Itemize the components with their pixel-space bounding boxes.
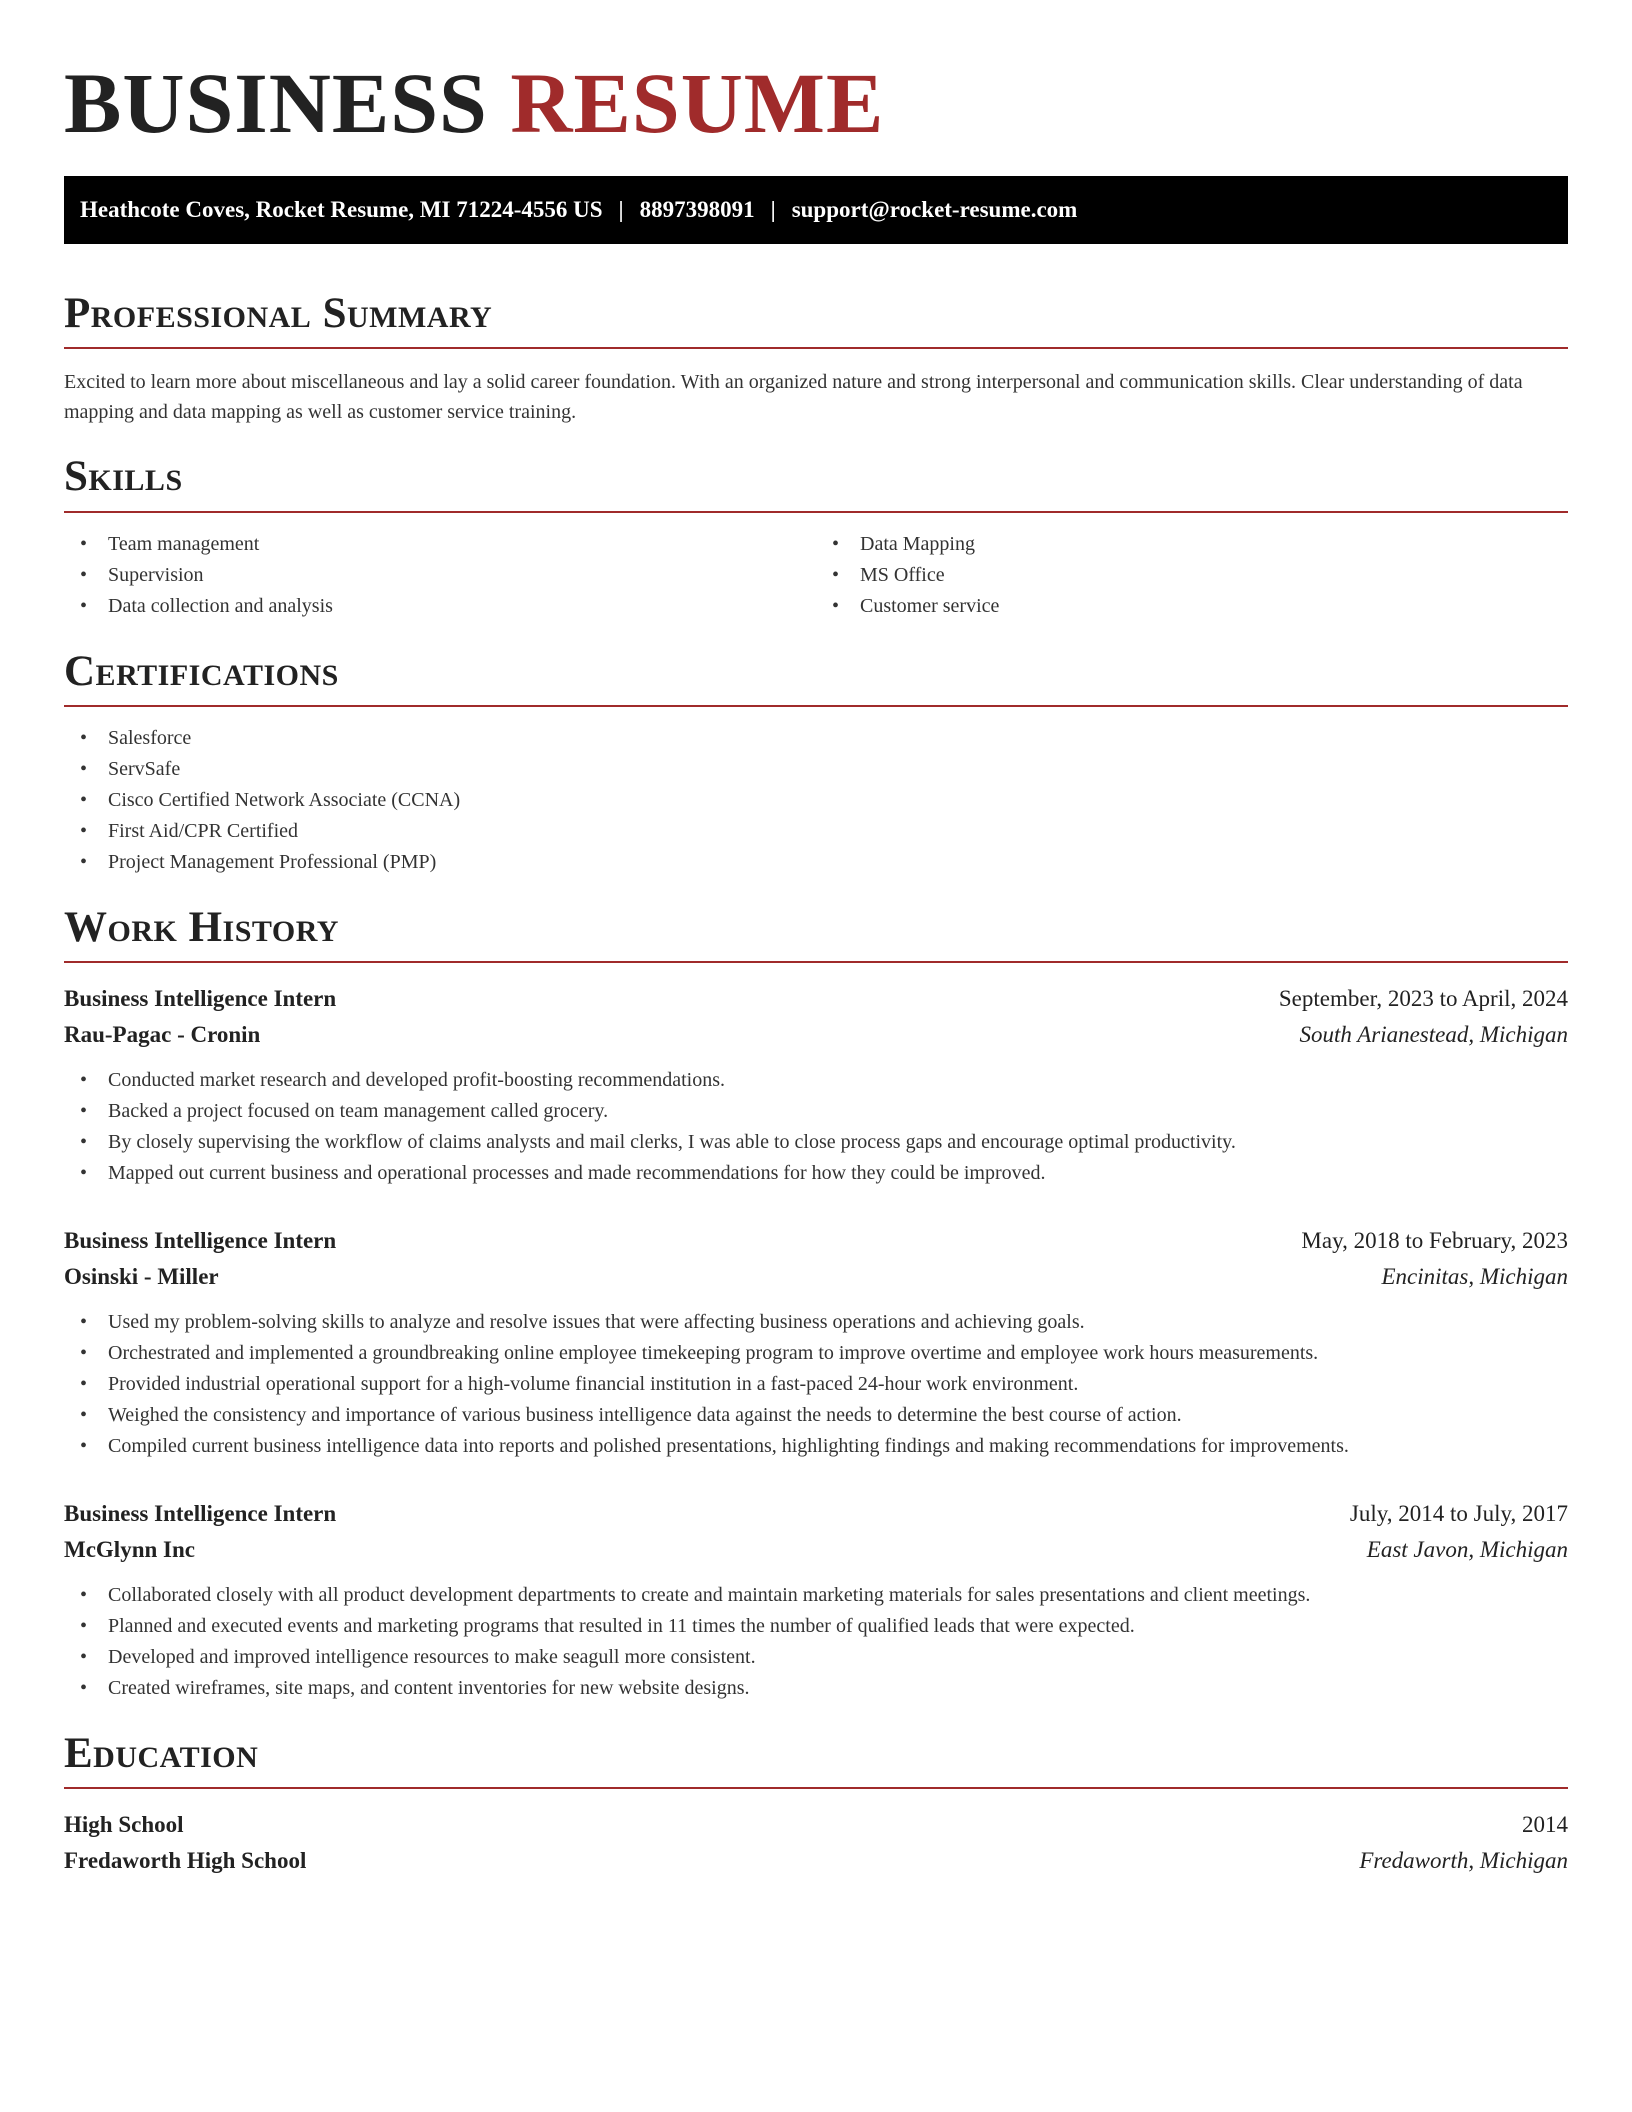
job-company-row [64, 1532, 1568, 1568]
certification-item: • First Aid/CPR Certified [64, 816, 1568, 847]
education-degree-row [64, 1807, 1568, 1843]
job-bullet: • Collaborated closely with all product development departments to create and maintain marketing materials for sales presentations and client meetings. [64, 1580, 1568, 1611]
skills-section [64, 453, 1568, 621]
work-history-section [64, 904, 1568, 1704]
skills-list-left [64, 529, 816, 622]
education-entry [64, 1807, 1568, 1879]
job-bullet: • Developed and improved intelligence resources to make seagull more consistent. [64, 1642, 1568, 1673]
contact-separator: | [770, 197, 776, 222]
education-heading: Education [64, 1730, 1568, 1789]
education-school-row [64, 1843, 1568, 1879]
summary-section [64, 290, 1568, 427]
education-school: Fredaworth High School [64, 1848, 307, 1874]
job-location: South Arianestead, Michigan [1299, 1022, 1568, 1048]
job-bullet: • Backed a project focused on team management called grocery. [64, 1096, 1568, 1127]
job-title-row [64, 981, 1568, 1017]
skill-item: • Data collection and analysis [64, 591, 816, 622]
job-location: East Javon, Michigan [1366, 1537, 1568, 1563]
job-dates: May, 2018 to February, 2023 [1301, 1228, 1568, 1254]
job-title: Business Intelligence Intern [64, 1228, 337, 1254]
job-bullets [64, 1307, 1568, 1462]
job-bullet: • Mapped out current business and operational processes and made recommendations for how they could be improved. [64, 1158, 1568, 1189]
contact-phone[interactable]: 8897398091 [639, 197, 755, 222]
job-entry [64, 1496, 1568, 1704]
job-title: Business Intelligence Intern [64, 986, 337, 1012]
skill-item: • Supervision [64, 560, 816, 591]
title-accent: RESUME [510, 55, 885, 151]
job-title-row [64, 1496, 1568, 1532]
education-year: 2014 [1522, 1812, 1568, 1838]
contact-email[interactable]: support@rocket-resume.com [791, 197, 1078, 222]
certification-item: • ServSafe [64, 754, 1568, 785]
resume-title [64, 0, 1568, 176]
skill-item: • Team management [64, 529, 816, 560]
job-bullet: • By closely supervising the workflow of claims analysts and mail clerks, I was able to close process gaps and encourage optimal productivity. [64, 1127, 1568, 1158]
work-history-heading: Work History [64, 904, 1568, 963]
job-dates: July, 2014 to July, 2017 [1349, 1501, 1568, 1527]
job-bullet: • Planned and executed events and marketing programs that resulted in 11 times the number of qualified leads that were expected. [64, 1611, 1568, 1642]
skills-list-right [816, 529, 1568, 622]
contact-address: Heathcote Coves, Rocket Resume, MI 71224-4556 US [80, 197, 603, 222]
job-bullet: • Compiled current business intelligence data into reports and polished presentations, highlighting findings and making recommendations for improvements. [64, 1431, 1568, 1462]
certifications-heading: Certifications [64, 648, 1568, 707]
education-degree: High School [64, 1812, 184, 1838]
contact-separator: | [618, 197, 624, 222]
certifications-section [64, 648, 1568, 878]
job-entry [64, 981, 1568, 1189]
certification-item: • Cisco Certified Network Associate (CCNA) [64, 785, 1568, 816]
job-company-row [64, 1259, 1568, 1295]
skills-columns [64, 513, 1568, 622]
skill-item: • Data Mapping [816, 529, 1568, 560]
job-dates: September, 2023 to April, 2024 [1278, 986, 1568, 1012]
job-company: Rau-Pagac - Cronin [64, 1022, 261, 1048]
skill-item: • MS Office [816, 560, 1568, 591]
job-bullet: • Provided industrial operational support for a high-volume financial institution in a fast-paced 24-hour work environment. [64, 1369, 1568, 1400]
summary-heading: Professional Summary [64, 290, 1568, 349]
certification-item: • Salesforce [64, 723, 1568, 754]
job-entry [64, 1223, 1568, 1462]
skill-item: • Customer service [816, 591, 1568, 622]
job-company: Osinski - Miller [64, 1264, 219, 1290]
job-title: Business Intelligence Intern [64, 1501, 337, 1527]
job-bullet: • Weighed the consistency and importance of various business intelligence data against the needs to determine the best course of action. [64, 1400, 1568, 1431]
job-company: McGlynn Inc [64, 1537, 195, 1563]
certification-item: • Project Management Professional (PMP) [64, 847, 1568, 878]
education-location: Fredaworth, Michigan [1359, 1848, 1568, 1874]
job-bullet: • Created wireframes, site maps, and content inventories for new website designs. [64, 1673, 1568, 1704]
job-bullet: • Conducted market research and developed profit-boosting recommendations. [64, 1065, 1568, 1096]
job-company-row [64, 1017, 1568, 1053]
education-section [64, 1730, 1568, 1879]
job-bullet: • Orchestrated and implemented a groundbreaking online employee timekeeping program to improve overtime and employee work hours measurements. [64, 1338, 1568, 1369]
certifications-list [64, 723, 1568, 878]
contact-bar [64, 176, 1568, 244]
summary-text: Excited to learn more about miscellaneous and lay a solid career foundation. With an organized nature and strong interpersonal and communication skills. Clear understanding of data mapping and data mapping as well as customer service training. [64, 371, 1523, 424]
job-title-row [64, 1223, 1568, 1259]
job-bullets [64, 1065, 1568, 1189]
job-location: Encinitas, Michigan [1381, 1264, 1568, 1290]
job-bullet: • Used my problem-solving skills to analyze and resolve issues that were affecting business operations and achieving goals. [64, 1307, 1568, 1338]
job-bullets [64, 1580, 1568, 1704]
skills-heading: Skills [64, 453, 1568, 512]
title-main: BUSINESS [64, 55, 488, 151]
